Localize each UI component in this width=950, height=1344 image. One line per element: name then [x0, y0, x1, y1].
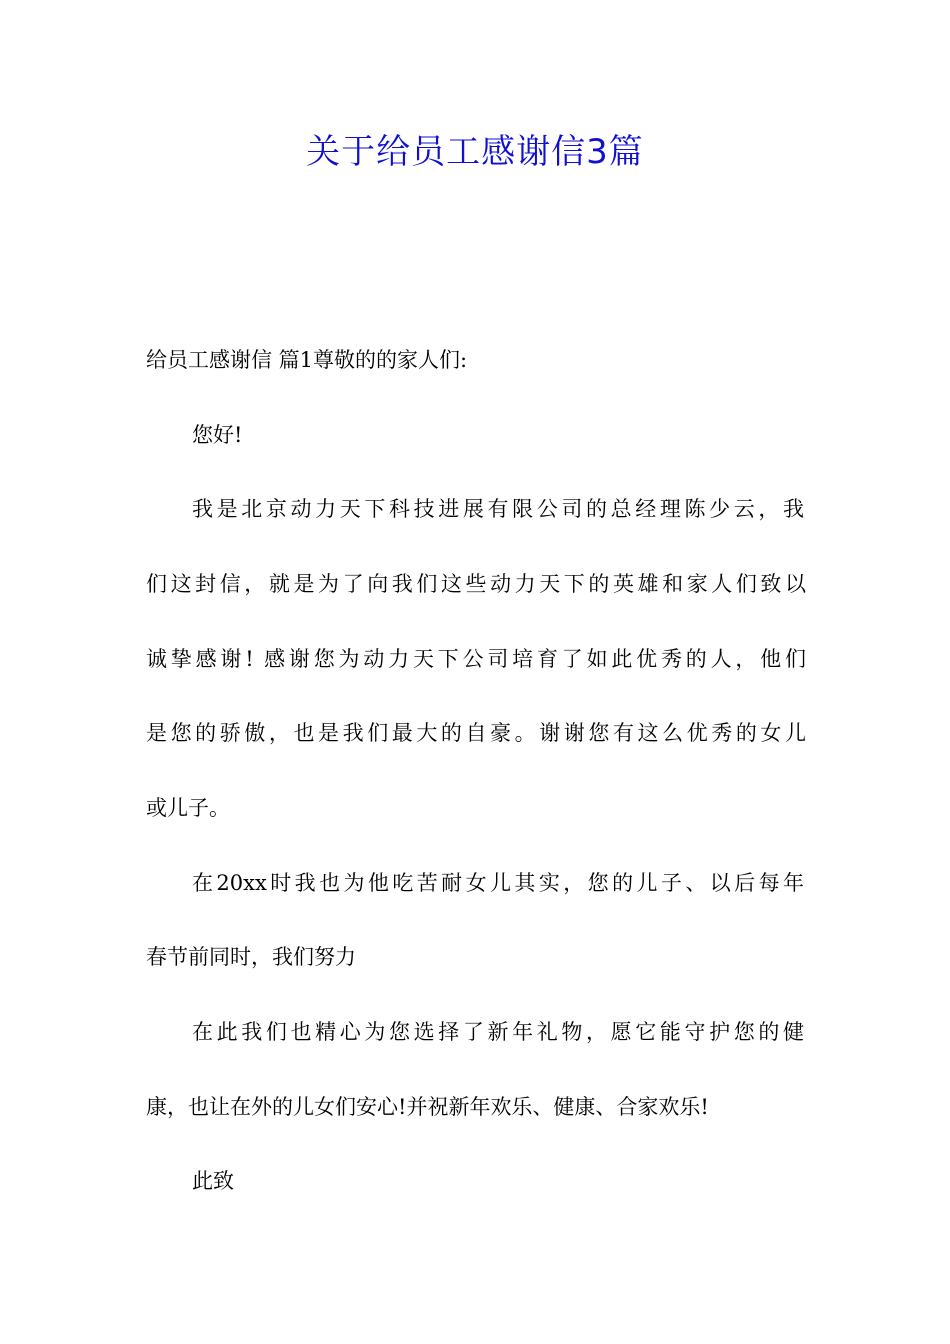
paragraph-line: 在此我们也精心为您选择了新年礼物，愿它能守护您的健 [192, 1020, 804, 1044]
closing-line: 此致 [192, 1169, 234, 1193]
greeting-line: 您好! [192, 423, 243, 447]
paragraph-line: 春节前同时，我们努力 [146, 945, 356, 969]
letter-heading-line: 给员工感谢信 篇1尊敬的的家人们: [146, 348, 468, 372]
paragraph-line: 们这封信，就是为了向我们这些动力天下的英雄和家人们致以 [146, 572, 806, 596]
paragraph-line: 是您的骄傲，也是我们最大的自豪。谢谢您有这么优秀的女儿 [146, 721, 806, 745]
paragraph-line: 诚挚感谢! 感谢您为动力天下公司培育了如此优秀的人，他们 [146, 647, 806, 671]
document-title: 关于给员工感谢信3篇 [306, 132, 644, 172]
paragraph-line: 我是北京动力天下科技进展有限公司的总经理陈少云，我 [192, 497, 804, 521]
paragraph-line: 康，也让在外的儿女们安心!并祝新年欢乐、健康、合家欢乐! [146, 1095, 709, 1119]
paragraph-line: 或儿子。 [146, 796, 230, 820]
paragraph-line: 在20xx时我也为他吃苦耐女儿其实，您的儿子、以后每年 [192, 871, 804, 895]
